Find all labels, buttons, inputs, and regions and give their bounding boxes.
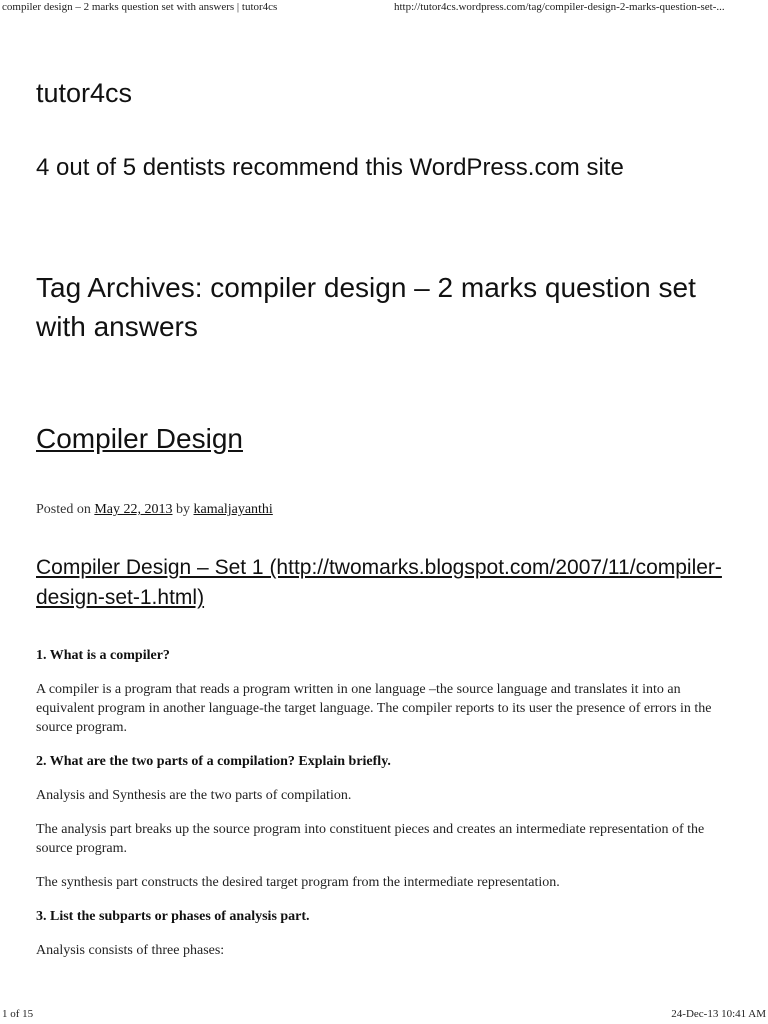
answer-2-paragraph-2: The analysis part breaks up the source program into constituent pieces and creates an intermediate representation of the source program. bbox=[36, 822, 705, 856]
post-author-link[interactable]: kamaljayanthi bbox=[193, 502, 273, 517]
question-1: 1. What is a compiler? bbox=[36, 648, 170, 663]
answer-2-paragraph-1: Analysis and Synthesis are the two parts of compilation. bbox=[36, 788, 352, 803]
answer-3: Analysis consists of three phases: bbox=[36, 943, 225, 958]
post-source-link[interactable]: Compiler Design – Set 1 (http://twomarks.blogspot.com/2007/11/compiler-design-set-1.html) bbox=[36, 556, 722, 609]
archive-title: Tag Archives: compiler design – 2 marks question set with answers bbox=[36, 272, 696, 342]
question-2: 2. What are the two parts of a compilation? Explain briefly. bbox=[36, 754, 391, 769]
post-title bbox=[36, 423, 243, 455]
by-label: by bbox=[176, 502, 191, 517]
post-meta bbox=[36, 502, 273, 518]
answer-2-paragraph-3: The synthesis part constructs the desired target program from the intermediate representation. bbox=[36, 875, 560, 890]
site-title[interactable]: tutor4cs bbox=[36, 78, 133, 108]
print-header bbox=[0, 0, 768, 16]
article-body bbox=[36, 646, 736, 975]
question-3: 3. List the subparts or phases of analysis part. bbox=[36, 909, 310, 924]
page-number: 1 of 15 bbox=[2, 1008, 34, 1020]
post-title-link[interactable]: Compiler Design bbox=[36, 423, 243, 454]
print-datetime: 24-Dec-13 10:41 AM bbox=[671, 1008, 766, 1020]
post-date-link[interactable]: May 22, 2013 bbox=[94, 502, 173, 517]
print-header-title: compiler design – 2 marks question set with answers | tutor4cs bbox=[2, 1, 278, 13]
answer-1: A compiler is a program that reads a program written in one language –the source language and translates it into an equivalent program in another language-the target language. The compiler reports to its user the presence of errors in the source program. bbox=[36, 682, 712, 735]
print-header-url: http://tutor4cs.wordpress.com/tag/compiler-design-2-marks-question-set-... bbox=[394, 1, 725, 13]
post-source-heading bbox=[36, 553, 726, 613]
print-footer bbox=[0, 1008, 768, 1024]
posted-on-label: Posted on bbox=[36, 502, 91, 517]
site-description: 4 out of 5 dentists recommend this WordPress.com site bbox=[36, 154, 624, 181]
